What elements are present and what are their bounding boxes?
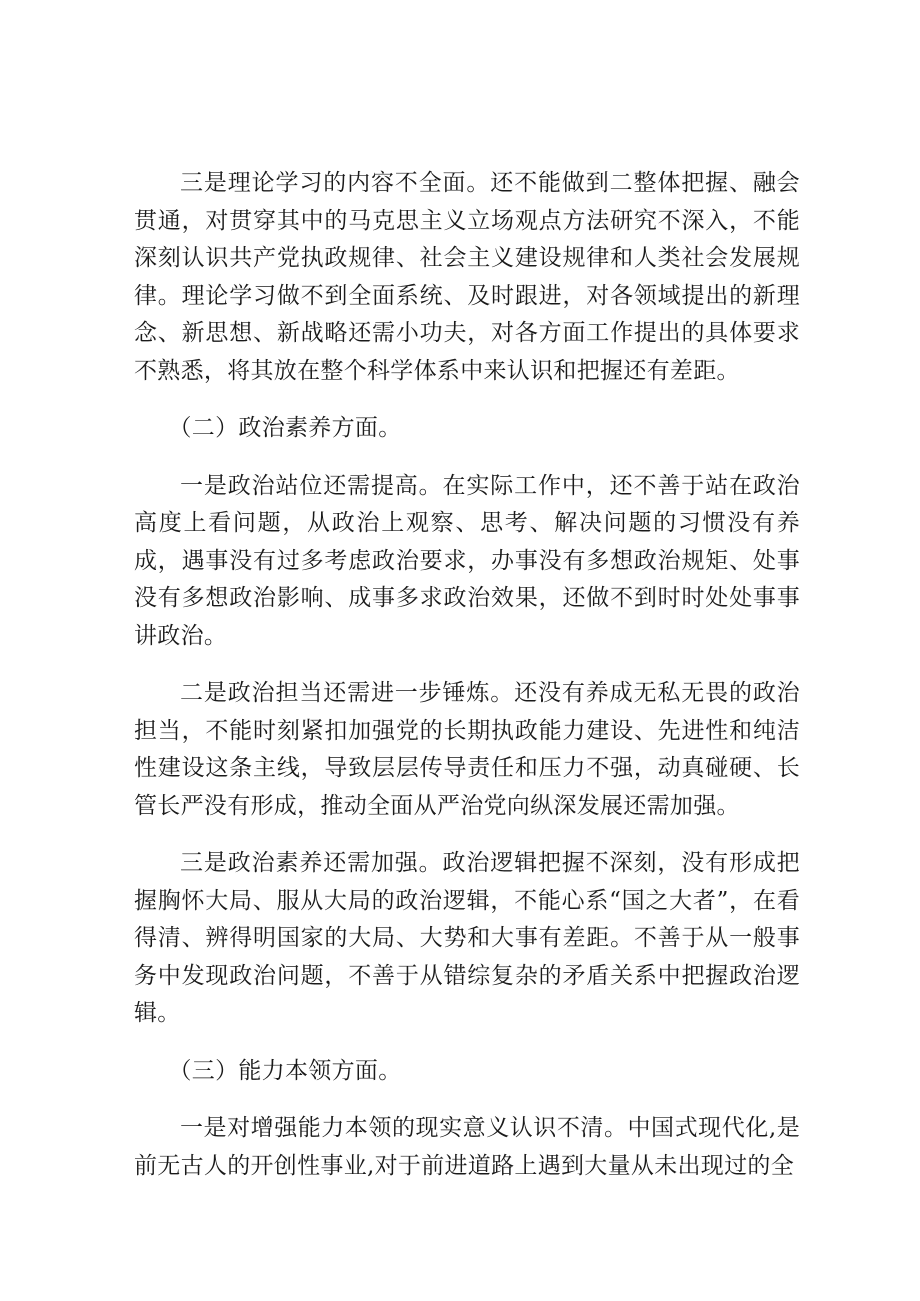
document-body (134, 165, 800, 1205)
section-heading-capability: （三）能力本领方面。 (168, 1057, 402, 1084)
paragraph-political-responsibility: 二是政治担当还需进一步锤炼。还没有养成无私无畏的政治担当，不能时刻紧扣加强党的长期执政能力建设、先进性和纯洁性建设这条主线，导致层层传导责任和压力不强，动真碰硬、长管长严没有形成，推动全面从严治党向纵深发展还需加强。 (134, 680, 800, 819)
paragraph-political-quality: 三是政治素养还需加强。政治逻辑把握不深刻，没有形成把握胸怀大局、服从大局的政治逻辑，不能心系“国之大者”，在看得清、辨得明国家的大局、大势和大事有差距。不善于从一般事务中发现政治问题，不善于从错综复杂的矛盾关系中把握政治逻辑。 (134, 850, 800, 1026)
section-heading-political-literacy: （二）政治素养方面。 (168, 415, 402, 441)
paragraph-theory-study: 三是理论学习的内容不全面。还不能做到二整体把握、融会贯通，对贯穿其中的马克思主义立场观点方法研究不深入，不能深刻认识共产党执政规律、社会主义建设规律和人类社会发展规律。理论学习做不到全面系统、及时跟进，对各领域提出的新理念、新思想、新战略还需小功夫，对各方面工作提出的具体要求不熟悉，将其放在整个科学体系中来认识和把握还有差距。 (134, 170, 800, 384)
paragraph-capability-awareness: 一是对增强能力本领的现实意义认识不清。中国式现代化,是前无古人的开创性事业,对于前进道路上遇到大量从未出现过的全 (134, 1115, 800, 1179)
paragraph-political-standing: 一是政治站位还需提高。在实际工作中，还不善于站在政治高度上看问题，从政治上观察、思考、解决问题的习惯没有养成，遇事没有过多考虑政治要求，办事没有多想政治规矩、处事没有多想政治影响、成事多求政治效果，还做不到时时处处事事讲政治。 (134, 472, 800, 649)
